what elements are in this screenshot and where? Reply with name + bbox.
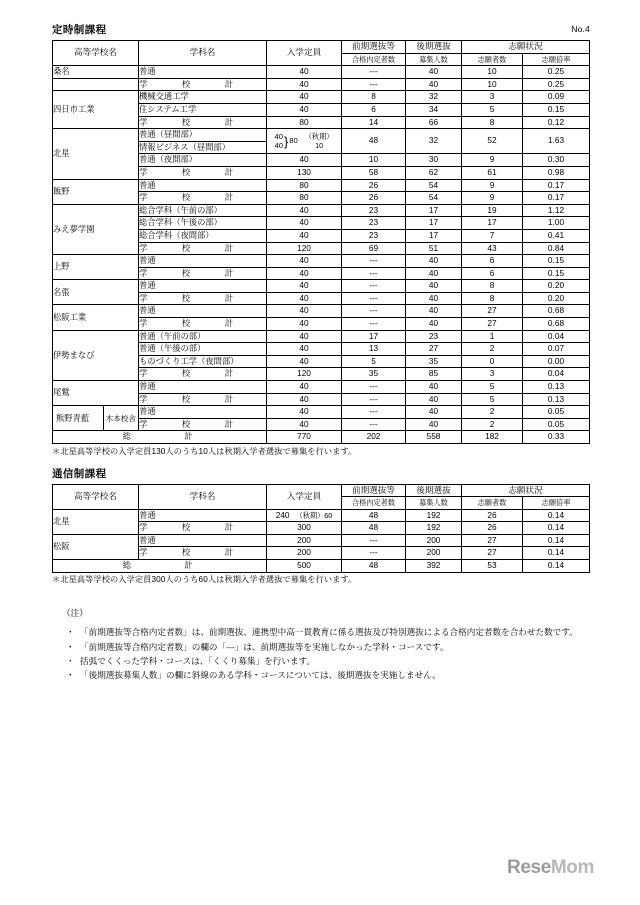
cell-dept: 機械交通工学 xyxy=(139,91,267,104)
section-title-correspondence: 通信制課程 xyxy=(52,467,107,480)
table-row xyxy=(53,129,590,142)
cell-rate: 0.15 xyxy=(523,267,590,280)
cell-late: 200 xyxy=(406,547,462,560)
cell-total-rate: 0.33 xyxy=(523,431,590,444)
cell-late: 85 xyxy=(406,368,462,381)
cell-rate: 0.68 xyxy=(523,305,590,318)
note-item xyxy=(66,641,592,654)
autumn-label: （秋期） xyxy=(304,132,334,142)
cell-early: 48 xyxy=(342,509,406,522)
cell-capacity: 40 xyxy=(267,229,342,242)
cell-rate: 0.14 xyxy=(523,509,590,522)
cell-capacity: 40 xyxy=(267,406,342,419)
logo-right: Mom xyxy=(550,857,594,878)
cell-rate: 0.68 xyxy=(523,318,590,331)
cell-applicants: 6 xyxy=(462,267,523,280)
cell-dept: 総合学科（午後の部） xyxy=(139,217,267,230)
table-row xyxy=(53,91,590,104)
cell-late: 40 xyxy=(406,381,462,394)
cell-school xyxy=(53,78,139,91)
cell-applicants: 2 xyxy=(462,406,523,419)
cell-school: 桑名 xyxy=(53,66,139,79)
cell-rate: 0.07 xyxy=(523,343,590,356)
cell-dept: 学 校 計 xyxy=(139,522,267,535)
cell-applicants: 43 xyxy=(462,242,523,255)
cell-applicants: 3 xyxy=(462,91,523,104)
cell-rate: 1.00 xyxy=(523,217,590,230)
cell-dept: 学 校 計 xyxy=(139,267,267,280)
cell-early: --- xyxy=(342,418,406,431)
cell-applicants: 3 xyxy=(462,368,523,381)
cell-rate: 0.13 xyxy=(523,393,590,406)
cell-capacity: 200 xyxy=(267,547,342,560)
cell-early: 69 xyxy=(342,242,406,255)
cell-capacity-autumn: （秋期）60 xyxy=(295,510,333,520)
cell-dept: 普通 xyxy=(139,255,267,268)
cell-rate: 0.12 xyxy=(523,116,590,129)
cell-school: 四日市工業 xyxy=(53,91,139,129)
table-header-row xyxy=(53,41,590,54)
cell-early: 17 xyxy=(342,330,406,343)
cell-early: 48 xyxy=(342,522,406,535)
cell-applicants: 2 xyxy=(462,343,523,356)
table-row xyxy=(53,534,590,547)
cell-dept: 学 校 計 xyxy=(139,418,267,431)
header-dept: 学科名 xyxy=(139,484,267,509)
cell-rate: 0.98 xyxy=(523,166,590,179)
cell-rate: 0.15 xyxy=(523,255,590,268)
cell-late: 32 xyxy=(406,91,462,104)
header-dept: 学科名 xyxy=(139,41,267,66)
note-bullet: ・ xyxy=(66,627,75,638)
cell-rate: 0.13 xyxy=(523,381,590,394)
cell-dept: 普通 xyxy=(139,381,267,394)
cell-rate: 0.09 xyxy=(523,91,590,104)
cell-early: 14 xyxy=(342,116,406,129)
note-item xyxy=(66,655,592,668)
cell-late: 40 xyxy=(406,292,462,305)
header-late: 後期選抜 xyxy=(406,484,462,497)
table-row xyxy=(53,305,590,318)
header-status: 志願状況 xyxy=(462,484,590,497)
cell-dept: 普通（夜間部） xyxy=(139,154,267,167)
section-title-part-time: 定時制課程 xyxy=(52,24,107,36)
cell-early: 26 xyxy=(342,179,406,192)
cell-applicants: 5 xyxy=(462,103,523,116)
cell-rate: 0.84 xyxy=(523,242,590,255)
cell-dept: 普通 xyxy=(139,179,267,192)
cell-late: 40 xyxy=(406,406,462,419)
cell-early: 6 xyxy=(342,103,406,116)
table-row xyxy=(53,330,590,343)
cell-early: 8 xyxy=(342,91,406,104)
cell-total-applicants: 53 xyxy=(462,560,523,573)
cell-applicants: 9 xyxy=(462,179,523,192)
note-text: 括弧でくくった学科・コースは、「くくり募集」を行います。 xyxy=(80,656,316,667)
cell-late: 66 xyxy=(406,116,462,129)
cell-applicants: 27 xyxy=(462,534,523,547)
resemom-logo xyxy=(507,857,594,879)
cell-school: 松阪工業 xyxy=(53,305,139,330)
cell-school: 北星 xyxy=(53,509,139,534)
footnote-correspondence: ＊北星高等学校の入学定員300人のうち60人は秋期入学者選抜で募集を行います。 xyxy=(52,575,357,585)
cell-rate: 0.17 xyxy=(523,179,590,192)
header-early: 前期選抜等 xyxy=(342,41,406,54)
cell-rate: 0.25 xyxy=(523,78,590,91)
table-row xyxy=(53,406,590,419)
cell-total-late: 558 xyxy=(406,431,462,444)
cell-total-capacity: 770 xyxy=(267,431,342,444)
cell-capacity: 40 xyxy=(267,381,342,394)
cell-dept: 普通（午前の部） xyxy=(139,330,267,343)
cell-capacity: 40 xyxy=(267,255,342,268)
cell-school: 北星 xyxy=(53,129,139,179)
cell-late: 40 xyxy=(406,393,462,406)
note-bullet: ・ xyxy=(66,670,75,681)
notes-block xyxy=(52,607,592,683)
cell-applicants: 27 xyxy=(462,547,523,560)
cell-late: 40 xyxy=(406,78,462,91)
header-late: 後期選抜 xyxy=(406,41,462,54)
cell-rate: 0.00 xyxy=(523,355,590,368)
cell-applicants: 26 xyxy=(462,509,523,522)
cell-early: --- xyxy=(342,280,406,293)
cell-applicants: 52 xyxy=(462,129,523,154)
cell-total-label: 総 計 xyxy=(53,431,267,444)
cell-late: 17 xyxy=(406,229,462,242)
cell-applicants: 2 xyxy=(462,418,523,431)
cell-capacity: 40 xyxy=(267,154,342,167)
cell-applicants: 26 xyxy=(462,522,523,535)
cell-early: 10 xyxy=(342,154,406,167)
brace-top-value: 40 xyxy=(274,132,283,142)
cell-early: --- xyxy=(342,406,406,419)
table-correspondence xyxy=(52,484,590,573)
cell-school: 上野 xyxy=(53,255,139,280)
cell-capacity: 40 xyxy=(267,318,342,331)
header-rate: 志願倍率 xyxy=(523,53,590,66)
cell-school: 飯野 xyxy=(53,179,139,204)
cell-late: 192 xyxy=(406,522,462,535)
cell-applicants: 8 xyxy=(462,292,523,305)
cell-late: 54 xyxy=(406,192,462,205)
cell-early: --- xyxy=(342,393,406,406)
header-rate: 志願倍率 xyxy=(523,497,590,510)
cell-school: 松阪 xyxy=(53,534,139,559)
cell-capacity: 120 xyxy=(267,368,342,381)
cell-early: --- xyxy=(342,267,406,280)
cell-applicants: 8 xyxy=(462,280,523,293)
brace-total-value: 80 xyxy=(289,136,298,146)
cell-capacity: 40 xyxy=(267,280,342,293)
cell-applicants: 9 xyxy=(462,192,523,205)
cell-rate: 0.20 xyxy=(523,280,590,293)
cell-late: 27 xyxy=(406,343,462,356)
table-row xyxy=(53,381,590,394)
cell-early: --- xyxy=(342,305,406,318)
cell-rate: 1.63 xyxy=(523,129,590,154)
cell-applicants: 1 xyxy=(462,330,523,343)
cell-capacity: 40 xyxy=(267,91,342,104)
cell-late: 35 xyxy=(406,355,462,368)
cell-dept: 普通 xyxy=(139,534,267,547)
cell-school: 名張 xyxy=(53,280,139,305)
cell-late: 40 xyxy=(406,267,462,280)
cell-late: 51 xyxy=(406,242,462,255)
header-late-sub: 募集人数 xyxy=(406,497,462,510)
cell-late: 192 xyxy=(406,509,462,522)
cell-total-rate: 0.14 xyxy=(523,560,590,573)
logo-left: Rese xyxy=(507,857,551,878)
cell-early: --- xyxy=(342,318,406,331)
footnote-part-time: ＊北星高等学校の入学定員130人のうち10人は秋期入学者選抜で募集を行います。 xyxy=(52,446,357,456)
cell-applicants: 6 xyxy=(462,255,523,268)
header-early-sub: 合格内定者数 xyxy=(342,53,406,66)
cell-capacity: 40 xyxy=(267,330,342,343)
cell-total-early: 202 xyxy=(342,431,406,444)
cell-dept: 学 校 計 xyxy=(139,393,267,406)
table-header-row xyxy=(53,484,590,497)
header-school: 高等学校名 xyxy=(53,484,139,509)
cell-dept: 情報ビジネス（昼間部） xyxy=(139,141,267,154)
cell-rate: 0.20 xyxy=(523,292,590,305)
cell-applicants: 9 xyxy=(462,154,523,167)
cell-total-capacity: 500 xyxy=(267,560,342,573)
header-late-sub: 募集人数 xyxy=(406,53,462,66)
cell-capacity: 80 xyxy=(267,179,342,192)
cell-dept: 総合学科（午前の部） xyxy=(139,204,267,217)
table-body-correspondence xyxy=(53,509,590,572)
cell-applicants: 10 xyxy=(462,78,523,91)
note-bullet: ・ xyxy=(66,656,75,667)
cell-capacity-brace xyxy=(267,129,342,154)
cell-late: 23 xyxy=(406,330,462,343)
note-item xyxy=(66,626,592,639)
cell-late: 40 xyxy=(406,418,462,431)
cell-early: 58 xyxy=(342,166,406,179)
cell-applicants: 10 xyxy=(462,66,523,79)
cell-late: 34 xyxy=(406,103,462,116)
cell-dept: 学 校 計 xyxy=(139,292,267,305)
cell-late: 40 xyxy=(406,66,462,79)
note-item xyxy=(66,669,592,682)
cell-applicants: 5 xyxy=(462,381,523,394)
cell-applicants: 27 xyxy=(462,318,523,331)
cell-rate: 0.14 xyxy=(523,534,590,547)
cell-capacity: 120 xyxy=(267,242,342,255)
cell-capacity: 40 xyxy=(267,103,342,116)
cell-dept: 学 校 計 xyxy=(139,318,267,331)
cell-school-label: 熊野青藍 xyxy=(56,412,90,423)
cell-applicants: 5 xyxy=(462,393,523,406)
cell-school: みえ夢学園 xyxy=(53,204,139,254)
cell-dept: 学 校 計 xyxy=(139,547,267,560)
cell-early: 13 xyxy=(342,343,406,356)
header-early-sub: 合格内定者数 xyxy=(342,497,406,510)
cell-early: 23 xyxy=(342,217,406,230)
cell-applicants: 27 xyxy=(462,305,523,318)
cell-late: 54 xyxy=(406,179,462,192)
cell-total-label: 総 計 xyxy=(53,560,267,573)
autumn-value: 10 xyxy=(315,141,324,151)
cell-late: 32 xyxy=(406,129,462,154)
cell-capacity: 40 xyxy=(267,292,342,305)
cell-rate: 0.04 xyxy=(523,368,590,381)
cell-dept: 普通 xyxy=(139,509,267,522)
cell-late: 40 xyxy=(406,255,462,268)
cell-early: --- xyxy=(342,534,406,547)
cell-capacity: 80 xyxy=(267,192,342,205)
cell-capacity: 40 xyxy=(267,343,342,356)
cell-capacity: 40 xyxy=(267,204,342,217)
cell-school xyxy=(53,406,139,431)
cell-early: 26 xyxy=(342,192,406,205)
cell-dept: 普通 xyxy=(139,305,267,318)
table-row xyxy=(53,204,590,217)
table-body-part-time xyxy=(53,66,590,444)
cell-dept: 住システム工学 xyxy=(139,103,267,116)
header-capacity: 入学定員 xyxy=(267,484,342,509)
brace-bottom-value: 40 xyxy=(274,141,283,151)
cell-early: --- xyxy=(342,255,406,268)
cell-early: --- xyxy=(342,66,406,79)
cell-dept: 普通 xyxy=(139,66,267,79)
note-text: 「後期選抜募集人数」の欄に斜線のある学科・コースについては、後期選抜を実施しません。 xyxy=(80,670,441,681)
cell-rate: 0.25 xyxy=(523,66,590,79)
cell-dept: 普通（午後の部） xyxy=(139,343,267,356)
cell-early: --- xyxy=(342,292,406,305)
cell-applicants: 17 xyxy=(462,217,523,230)
cell-capacity: 40 xyxy=(267,78,342,91)
cell-applicants: 19 xyxy=(462,204,523,217)
cell-capacity: 40 xyxy=(267,267,342,280)
cell-late: 62 xyxy=(406,166,462,179)
cell-capacity: 40 xyxy=(267,418,342,431)
cell-rate: 0.41 xyxy=(523,229,590,242)
cell-rate: 1.12 xyxy=(523,204,590,217)
cell-dept: 普通 xyxy=(139,280,267,293)
table-row xyxy=(53,78,590,91)
cell-dept: 普通（昼間部） xyxy=(139,129,267,142)
cell-dept: ものづくり工学（夜間部） xyxy=(139,355,267,368)
cell-dept: 学 校 計 xyxy=(139,192,267,205)
cell-dept: 学 校 計 xyxy=(139,242,267,255)
cell-dept: 普通 xyxy=(139,406,267,419)
table-total-row xyxy=(53,431,590,444)
cell-capacity: 130 xyxy=(267,166,342,179)
cell-capacity: 40 xyxy=(267,305,342,318)
cell-capacity: 40 xyxy=(267,355,342,368)
table-row xyxy=(53,509,590,522)
cell-school: 尾鷲 xyxy=(53,381,139,406)
cell-rate: 0.05 xyxy=(523,418,590,431)
note-text: 「前期選抜等合格内定者数」の欄の「---」は、前期選抜等を実施しなかった学科・コースです。 xyxy=(80,641,449,652)
page-number: No.4 xyxy=(571,24,590,34)
cell-early: --- xyxy=(342,547,406,560)
notes-heading: （注） xyxy=(62,608,88,619)
cell-rate: 0.17 xyxy=(523,192,590,205)
cell-early: --- xyxy=(342,381,406,394)
cell-dept: 総合学科（夜間部） xyxy=(139,229,267,242)
table-row xyxy=(53,179,590,192)
table-row xyxy=(53,255,590,268)
cell-late: 40 xyxy=(406,305,462,318)
cell-dept: 学 校 計 xyxy=(139,116,267,129)
header-applicants: 志願者数 xyxy=(462,497,523,510)
cell-applicants: 8 xyxy=(462,116,523,129)
cell-rate: 0.04 xyxy=(523,330,590,343)
cell-rate: 0.05 xyxy=(523,406,590,419)
cell-campus-label: 木本校舎 xyxy=(103,406,138,430)
cell-total-applicants: 182 xyxy=(462,431,523,444)
cell-rate: 0.14 xyxy=(523,547,590,560)
cell-rate: 0.14 xyxy=(523,522,590,535)
cell-early: 5 xyxy=(342,355,406,368)
cell-applicants: 7 xyxy=(462,229,523,242)
cell-applicants: 0 xyxy=(462,355,523,368)
header-school: 高等学校名 xyxy=(53,41,139,66)
brace-icon: } xyxy=(283,133,289,149)
cell-late: 30 xyxy=(406,154,462,167)
cell-total-late: 392 xyxy=(406,560,462,573)
cell-late: 17 xyxy=(406,204,462,217)
cell-capacity: 40 xyxy=(267,393,342,406)
header-status: 志願状況 xyxy=(462,41,590,54)
cell-capacity xyxy=(267,509,342,522)
cell-early: 23 xyxy=(342,229,406,242)
cell-dept: 学 校 計 xyxy=(139,368,267,381)
cell-rate: 0.30 xyxy=(523,154,590,167)
cell-early: --- xyxy=(342,78,406,91)
header-applicants: 志願者数 xyxy=(462,53,523,66)
table-total-row xyxy=(53,560,590,573)
cell-late: 17 xyxy=(406,217,462,230)
table-row xyxy=(53,280,590,293)
cell-late: 200 xyxy=(406,534,462,547)
cell-capacity: 300 xyxy=(267,522,342,535)
cell-capacity: 80 xyxy=(267,116,342,129)
table-part-time xyxy=(52,40,590,444)
cell-school: 伊勢まなび xyxy=(53,330,139,380)
cell-capacity: 40 xyxy=(267,217,342,230)
note-text: 「前期選抜等合格内定者数」は、前期選抜、連携型中高一貫教育に係る選抜及び特別選抜による合格内定者数を合わせた数です。 xyxy=(80,627,578,638)
note-bullet: ・ xyxy=(66,641,75,652)
cell-capacity: 40 xyxy=(267,66,342,79)
cell-late: 40 xyxy=(406,280,462,293)
cell-rate: 0.15 xyxy=(523,103,590,116)
cell-early: 35 xyxy=(342,368,406,381)
cell-early: 23 xyxy=(342,204,406,217)
cell-applicants: 61 xyxy=(462,166,523,179)
cell-dept: 学 校 計 xyxy=(139,166,267,179)
cell-capacity-value: 240 xyxy=(275,509,290,520)
cell-late: 40 xyxy=(406,318,462,331)
cell-total-early: 48 xyxy=(342,560,406,573)
header-capacity: 入学定員 xyxy=(267,41,342,66)
header-early: 前期選抜等 xyxy=(342,484,406,497)
cell-capacity: 200 xyxy=(267,534,342,547)
cell-early: 48 xyxy=(342,129,406,154)
table-row xyxy=(53,66,590,79)
cell-dept: 学 校 計 xyxy=(139,78,267,91)
